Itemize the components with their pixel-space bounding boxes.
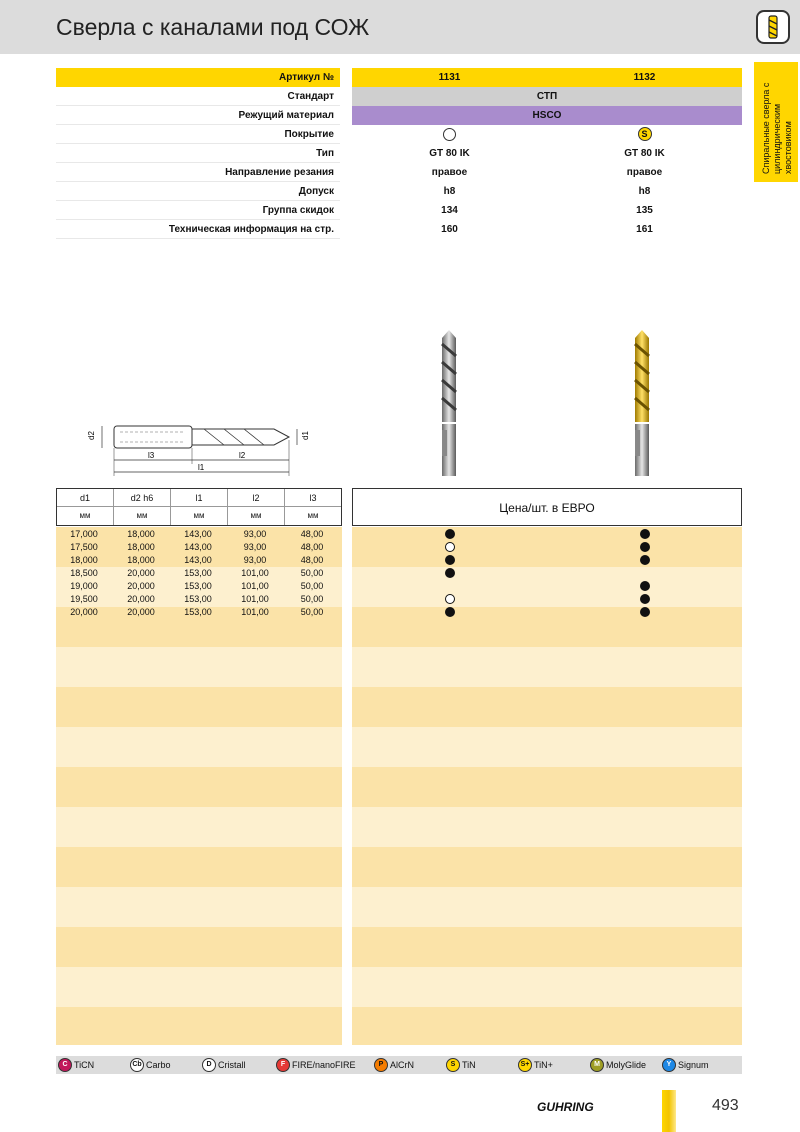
spec-row-discount xyxy=(0,201,800,220)
cell-l1: 153,00 xyxy=(184,568,212,578)
cell-l1: 143,00 xyxy=(184,529,212,539)
cell-l3: 48,00 xyxy=(300,529,324,539)
legend-item-molyglide: M MolyGlide xyxy=(590,1058,646,1072)
uncoated-icon xyxy=(443,128,456,141)
available-dot-icon xyxy=(445,607,455,617)
available-dot-icon xyxy=(445,529,455,539)
type-2: GT 80 IK xyxy=(624,148,665,159)
price-header: Цена/шт. в ЕВРО xyxy=(352,488,742,526)
coating-2 xyxy=(547,125,742,144)
available-dot-icon xyxy=(640,542,650,552)
table-row xyxy=(56,606,342,619)
cell-d1: 19,000 xyxy=(70,581,98,591)
table-row xyxy=(56,528,342,541)
coating-legend xyxy=(56,1056,742,1074)
table-band xyxy=(56,767,342,807)
article-1131: 1131 xyxy=(352,68,547,87)
cell-l2: 93,00 xyxy=(243,529,267,539)
cell-d1: 17,000 xyxy=(70,529,98,539)
cell-l3: 50,00 xyxy=(300,568,324,578)
cell-l3: 48,00 xyxy=(300,542,324,552)
spec-row-standard xyxy=(0,87,800,106)
spec-row-material xyxy=(0,106,800,125)
table-band xyxy=(56,727,342,767)
available-dot-icon xyxy=(445,555,455,565)
on-request-dot-icon xyxy=(445,542,455,552)
spec-row-coating xyxy=(0,125,800,144)
cell-d2: 18,000 xyxy=(127,555,155,565)
cell-d2: 18,000 xyxy=(127,529,155,539)
ticn-icon: C xyxy=(58,1058,72,1072)
cell-d2: 20,000 xyxy=(127,581,155,591)
legend-item-ticn: C TiCN xyxy=(58,1058,94,1072)
discount-1: 134 xyxy=(441,205,458,216)
coating-1 xyxy=(352,125,547,144)
tin-icon: S xyxy=(446,1058,460,1072)
cell-l3: 50,00 xyxy=(300,581,324,591)
spec-row-direction xyxy=(0,163,800,182)
l3-label: l3 xyxy=(148,451,155,460)
table-band xyxy=(56,1007,342,1045)
table-band xyxy=(352,687,742,727)
cell-l2: 93,00 xyxy=(243,555,267,565)
column-l3: l3 мм xyxy=(285,489,341,525)
tin-plus-icon: S+ xyxy=(518,1058,532,1072)
spec-row-article xyxy=(0,68,800,87)
l2-label: l2 xyxy=(239,451,246,460)
drill-image-1132 xyxy=(633,330,651,480)
page-number: 493 xyxy=(712,1097,739,1114)
side-tab-text: Спиральные сверла с цилиндрическим хвостовиком xyxy=(761,82,793,174)
cristall-icon: D xyxy=(202,1058,216,1072)
carbo-icon: Cb xyxy=(130,1058,144,1072)
spec-label: Направление резания xyxy=(56,163,340,182)
legend-item-cristall: D Cristall xyxy=(202,1058,246,1072)
table-band xyxy=(352,847,742,887)
cell-l3: 50,00 xyxy=(300,594,324,604)
available-dot-icon xyxy=(445,568,455,578)
table-band xyxy=(56,887,342,927)
legend-item-carbo: Cb Carbo xyxy=(130,1058,171,1072)
legend-item-tin: S TiN xyxy=(446,1058,476,1072)
cell-d2: 20,000 xyxy=(127,607,155,617)
cell-l2: 101,00 xyxy=(241,568,269,578)
available-dot-icon xyxy=(640,581,650,591)
cell-l1: 143,00 xyxy=(184,555,212,565)
cell-l2: 101,00 xyxy=(241,594,269,604)
info-page-1[interactable]: 160 xyxy=(441,224,458,235)
tin-coating-icon: S xyxy=(638,127,652,141)
cell-d2: 18,000 xyxy=(127,542,155,552)
table-band xyxy=(56,807,342,847)
spec-label: Режущий материал xyxy=(56,106,340,125)
column-d1: d1 мм xyxy=(57,489,114,525)
table-band xyxy=(352,647,742,687)
page-header xyxy=(0,0,800,54)
drill-image-1131 xyxy=(440,330,458,480)
cell-l1: 153,00 xyxy=(184,607,212,617)
cell-l2: 93,00 xyxy=(243,542,267,552)
table-band xyxy=(352,767,742,807)
spec-label: Допуск xyxy=(56,182,340,201)
table-row xyxy=(56,593,342,606)
spec-row-tolerance xyxy=(0,182,800,201)
table-band xyxy=(56,967,342,1007)
alcrn-icon: P xyxy=(374,1058,388,1072)
legend-item-signum: Y Signum xyxy=(662,1058,709,1072)
table-row xyxy=(56,567,342,580)
on-request-dot-icon xyxy=(445,594,455,604)
brand-logo: GUHRING xyxy=(537,1100,594,1114)
cell-d2: 20,000 xyxy=(127,594,155,604)
column-d2: d2 h6 мм xyxy=(114,489,171,525)
cell-d2: 20,000 xyxy=(127,568,155,578)
table-band xyxy=(352,967,742,1007)
standard-value: СТП xyxy=(352,87,742,106)
discount-2: 135 xyxy=(636,205,653,216)
direction-2: правое xyxy=(626,167,663,178)
tolerance-1: h8 xyxy=(443,186,456,197)
table-band xyxy=(352,887,742,927)
available-dot-icon xyxy=(640,529,650,539)
molyglide-icon: M xyxy=(590,1058,604,1072)
cell-d1: 18,500 xyxy=(70,568,98,578)
cell-l2: 101,00 xyxy=(241,607,269,617)
table-band xyxy=(352,527,742,567)
spec-label: Техническая информация на стр. xyxy=(56,220,340,239)
article-1132: 1132 xyxy=(547,68,742,87)
legend-item-tinplus: S+ TiN+ xyxy=(518,1058,553,1072)
cell-l1: 153,00 xyxy=(184,581,212,591)
drill-dimension-diagram xyxy=(84,418,320,480)
spec-label: Группа скидок xyxy=(56,201,340,220)
table-row xyxy=(56,554,342,567)
tolerance-2: h8 xyxy=(638,186,651,197)
table-band xyxy=(352,727,742,767)
table-band xyxy=(352,927,742,967)
cell-d1: 17,500 xyxy=(70,542,98,552)
drill-bit-icon xyxy=(756,10,790,44)
cell-l3: 50,00 xyxy=(300,607,324,617)
table-band xyxy=(352,607,742,647)
column-l2: l2 мм xyxy=(228,489,285,525)
d1-label: d1 xyxy=(301,431,310,440)
spec-label: Покрытие xyxy=(56,125,340,144)
spec-label: Тип xyxy=(56,144,340,163)
material-value: HSCO xyxy=(352,106,742,125)
available-dot-icon xyxy=(640,555,650,565)
available-dot-icon xyxy=(640,594,650,604)
legend-item-alcrn: P AlCrN xyxy=(374,1058,414,1072)
d2-label: d2 xyxy=(87,431,96,440)
table-band xyxy=(56,647,342,687)
table-row xyxy=(56,541,342,554)
table-band xyxy=(352,807,742,847)
fire-icon: F xyxy=(276,1058,290,1072)
cell-d1: 20,000 xyxy=(70,607,98,617)
cell-l1: 143,00 xyxy=(184,542,212,552)
dimension-table-header xyxy=(56,488,342,526)
table-band xyxy=(56,927,342,967)
cell-l1: 153,00 xyxy=(184,594,212,604)
table-row xyxy=(56,580,342,593)
cell-d1: 18,000 xyxy=(70,555,98,565)
direction-1: правое xyxy=(431,167,468,178)
l1-label: l1 xyxy=(198,463,205,472)
spec-row-info xyxy=(0,220,800,239)
signum-icon: Y xyxy=(662,1058,676,1072)
available-dot-icon xyxy=(640,607,650,617)
table-band xyxy=(352,567,742,607)
column-l1: l1 мм xyxy=(171,489,228,525)
table-band xyxy=(56,687,342,727)
spec-label: Стандарт xyxy=(56,87,340,106)
spec-label: Артикул № xyxy=(56,68,340,87)
cell-l3: 48,00 xyxy=(300,555,324,565)
cell-l2: 101,00 xyxy=(241,581,269,591)
footer-accent-bar xyxy=(662,1090,676,1132)
table-band xyxy=(352,1007,742,1045)
table-band xyxy=(56,847,342,887)
cell-d1: 19,500 xyxy=(70,594,98,604)
spec-row-type xyxy=(0,144,800,163)
page-title: Сверла с каналами под СОЖ xyxy=(56,14,370,40)
type-1: GT 80 IK xyxy=(429,148,470,159)
legend-item-fire: F FIRE/nanoFIRE xyxy=(276,1058,356,1072)
info-page-2[interactable]: 161 xyxy=(636,224,653,235)
